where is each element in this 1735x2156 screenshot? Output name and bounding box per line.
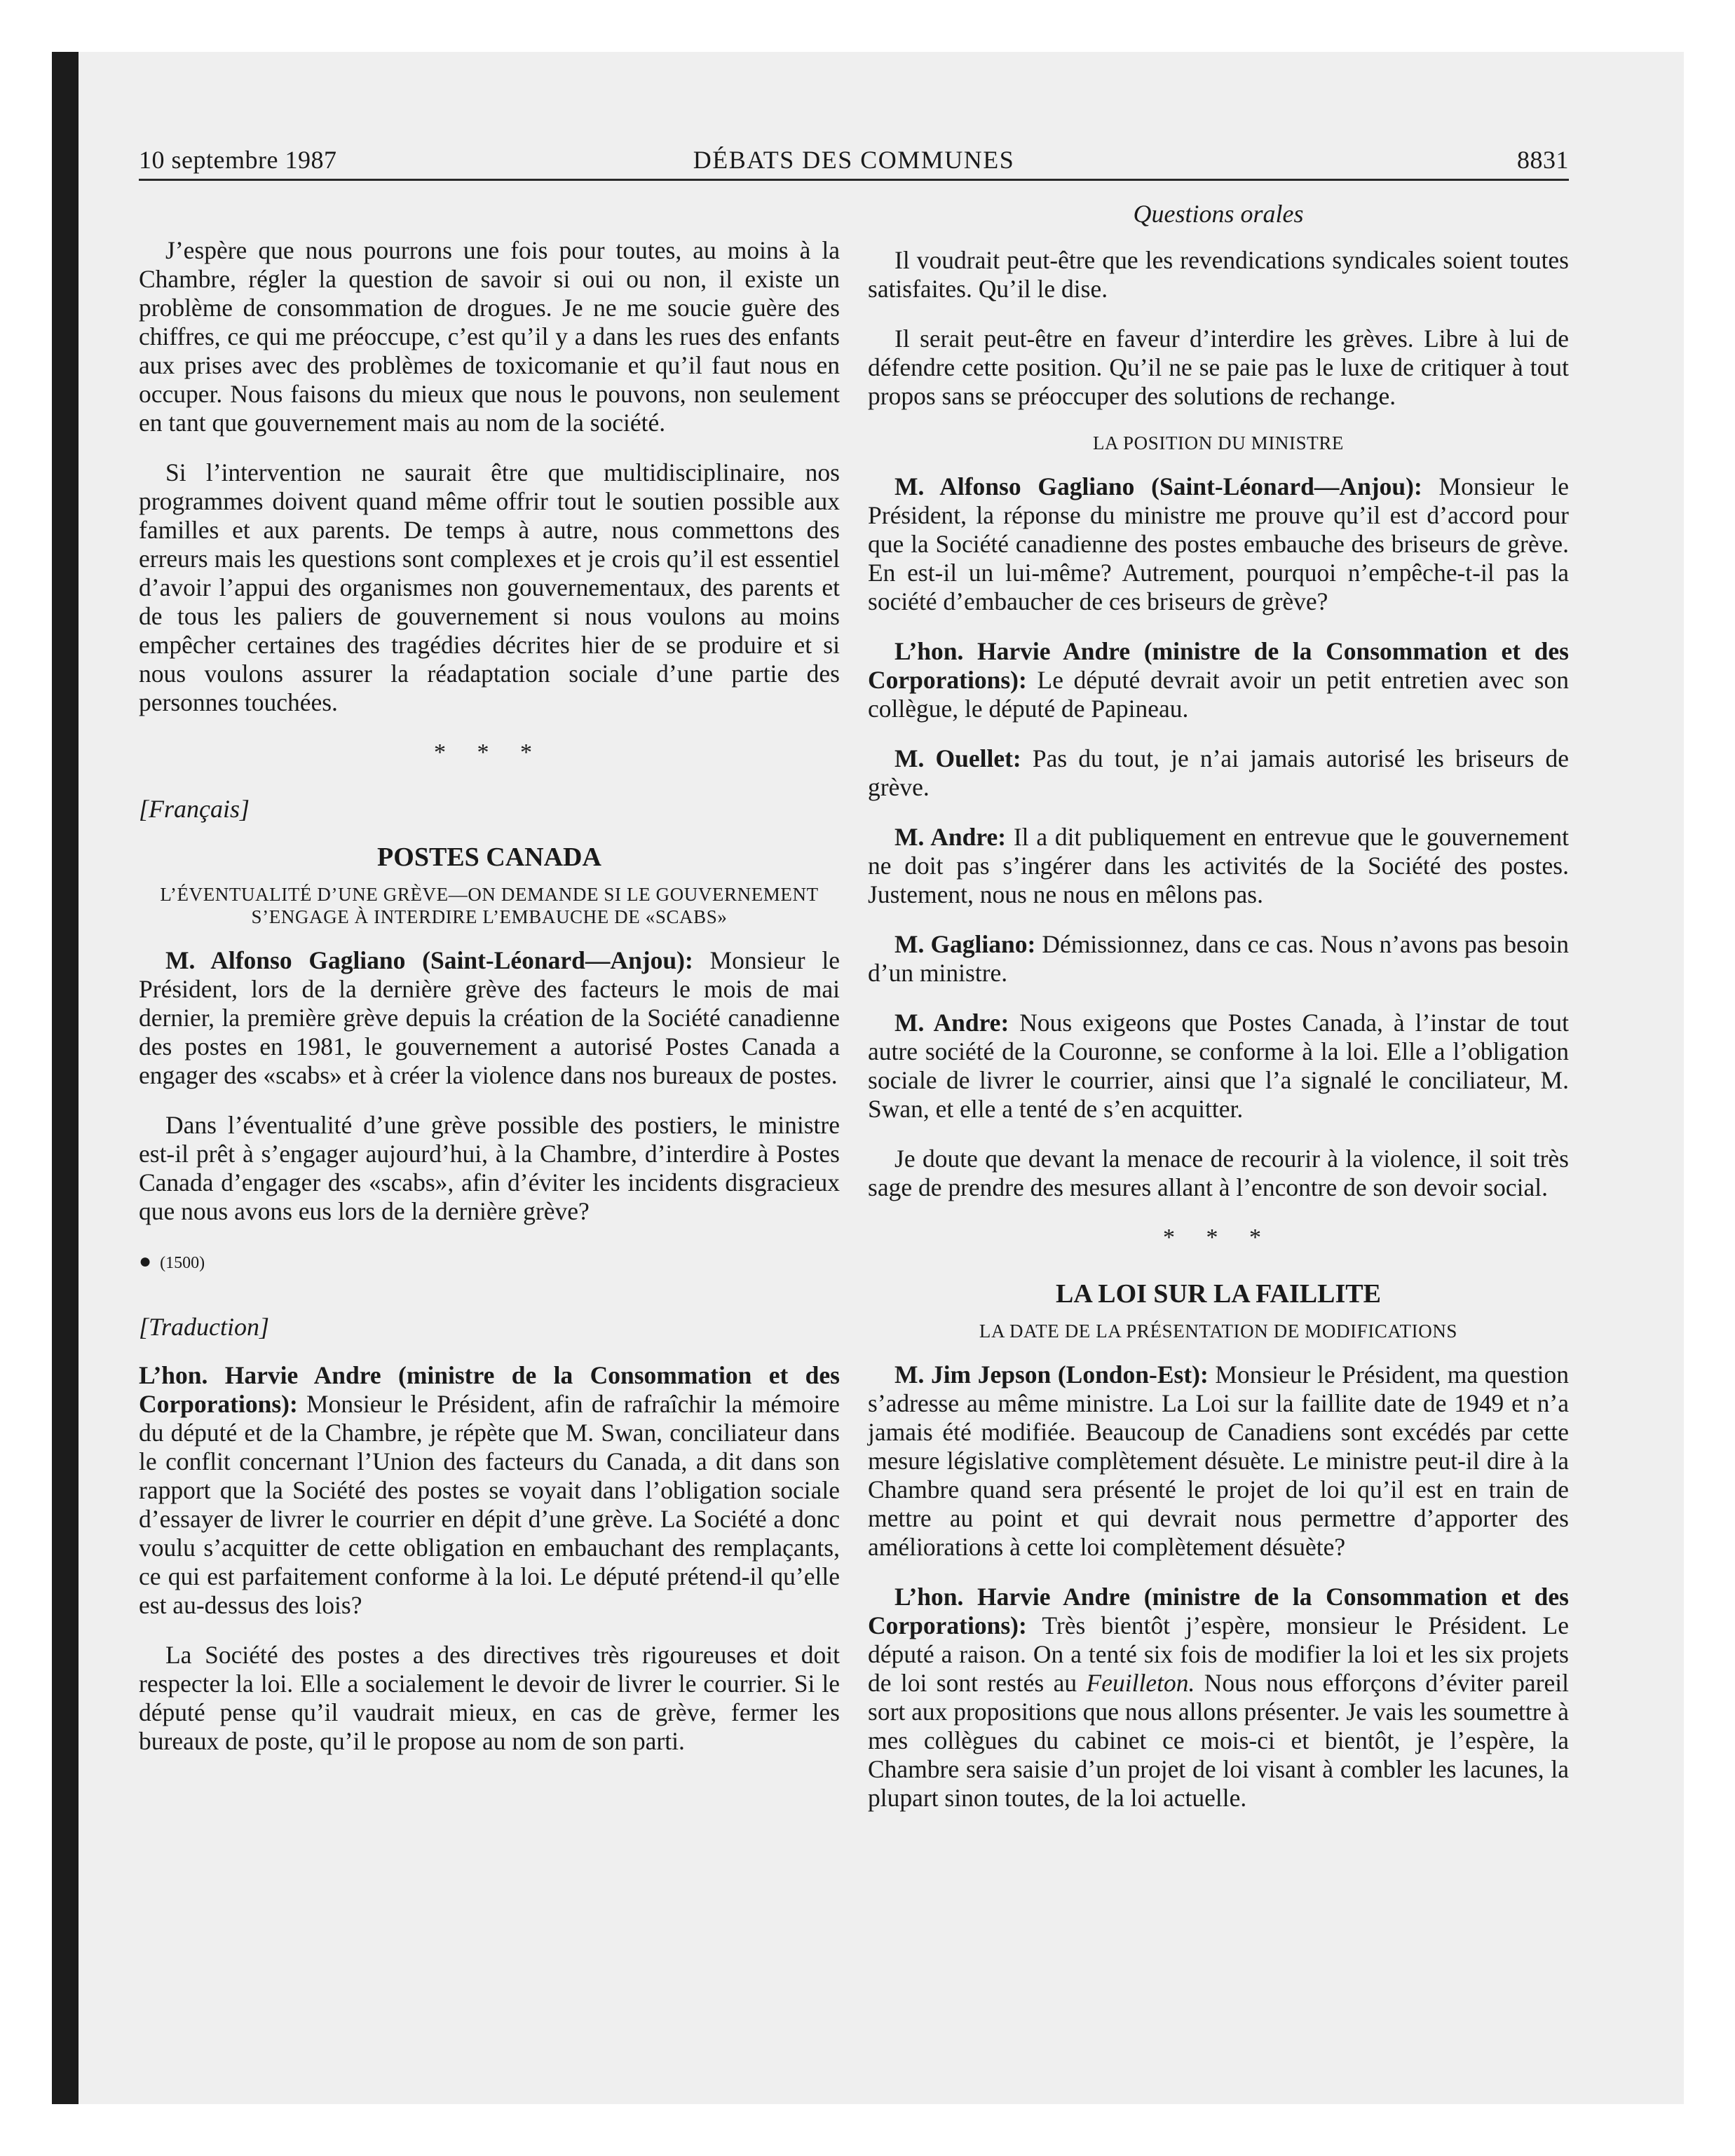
page-header — [139, 142, 1569, 181]
speech-paragraph — [868, 1583, 1569, 1813]
section-separator: * * * — [434, 739, 545, 765]
speech-paragraph — [868, 472, 1569, 616]
speaker-name: M. Andre: — [894, 823, 1007, 851]
paragraph: Il voudrait peut-être que les revendications syndicales soient toutes satisfaites. Qu’il le dise. — [868, 246, 1569, 303]
section-heading: POSTES CANADA — [377, 842, 601, 872]
speech-paragraph — [868, 1009, 1569, 1124]
paragraph: Je doute que devant la menace de recourir à la violence, il soit très sage de prendre des mesures allant à l’encontre de son devoir social. — [868, 1145, 1569, 1201]
speech-text: Monsieur le Président, la réponse du ministre me prouve qu’il est d’accord pour que la Société canadienne des postes embauche des briseurs de grève. En est-il un lui-même? Autrement, pourquoi n’empêche-t-il pas la société d’embaucher de ces briseurs de grève? — [868, 472, 1569, 615]
speech-paragraph — [868, 823, 1569, 909]
speech-paragraph — [139, 1361, 840, 1620]
speaker-name: M. Andre: — [894, 1009, 1009, 1037]
speech-text: Démissionnez, dans ce cas. Nous n’avons pas besoin d’un ministre. — [868, 930, 1569, 987]
speaker-name: M. Alfonso Gagliano (Saint-Léonard—Anjou): — [165, 946, 693, 974]
running-head: Questions orales — [1133, 200, 1304, 228]
speech-paragraph — [868, 744, 1569, 802]
paragraph: Il serait peut-être en faveur d’interdire les grèves. Libre à lui de défendre cette position. Qu’il ne se paie pas le luxe de critiquer à tout propos sans se préoccuper des solutions de rechange. — [868, 325, 1569, 410]
paragraph: Dans l’éventualité d’une grève possible des postiers, le ministre est-il prêt à s’engager aujourd’hui, à la Chambre, d’interdire à Postes Canada d’engager des «scabs», afin d’éviter les incidents disgracieux que nous avons eus lors de la dernière grève? — [139, 1111, 840, 1225]
speaker-name: M. Alfonso Gagliano (Saint-Léonard—Anjou): — [894, 472, 1422, 500]
time-marker-text: (1500) — [160, 1254, 205, 1272]
language-tag: [Traduction] — [139, 1313, 270, 1341]
italic-title: Feuilleton. — [1086, 1669, 1195, 1697]
speech-paragraph — [868, 637, 1569, 723]
language-tag: [Français] — [139, 795, 250, 823]
header-date: 10 septembre 1987 — [139, 146, 337, 174]
speaker-name: L’hon. Harvie Andre (ministre de la Consommation et des Corporations): — [139, 1361, 840, 1418]
speech-paragraph — [868, 930, 1569, 988]
bullet-icon: ● — [139, 1250, 152, 1273]
speech-paragraph — [868, 1360, 1569, 1562]
speech-text: Monsieur le Président, ma question s’adresse au même ministre. La Loi sur la faillite date de 1949 et n’a jamais été modifiée. Beaucoup de Canadiens sont excédés par cette mesure législative complètement désuète. Le ministre peut-il dire à la Chambre quand sera présenté le projet de loi qu’il est en train de mettre au point et qui devrait nous permettre d’apporter des améliorations à cette loi complètement désuète? — [868, 1360, 1569, 1561]
time-marker — [139, 1247, 840, 1278]
speaker-name: M. Ouellet: — [894, 744, 1021, 772]
speech-text: Monsieur le Président, lors de la dernière grève des facteurs le mois de mai dernier, la première grève depuis la création de la Société canadienne des postes en 1981, le gouvernement a autorisé Postes Canada a engager des «scabs» et à créer la violence dans nos bureaux de postes. — [139, 946, 840, 1089]
section-separator: * * * — [1163, 1224, 1274, 1250]
left-column — [139, 200, 840, 1777]
header-page-number: 8831 — [1517, 146, 1569, 174]
paragraph: La Société des postes a des directives très rigoureuses et doit respecter la loi. Elle a socialement le devoir de livrer le courrier. Si le député pense qu’il vaudrait mieux, en cas de grève, fermer les bureaux de poste, qu’il le propose au nom de son parti. — [139, 1641, 840, 1755]
speaker-name: M. Gagliano: — [894, 930, 1036, 958]
speech-text: Il a dit publiquement en entrevue que le gouvernement ne doit pas s’ingérer dans les activités de la Société des postes. Justement, nous ne nous en mêlons pas. — [868, 823, 1569, 908]
speaker-name: L’hon. Harvie Andre (ministre de la Consommation et des Corporations): — [868, 637, 1569, 694]
scan-binding-edge — [52, 52, 79, 2104]
paragraph: J’espère que nous pourrons une fois pour toutes, au moins à la Chambre, régler la question de savoir si oui ou non, il existe un problème de consommation de drogues. Je ne me soucie guère des chiffres, ce qui me préoccupe, c’est qu’il y a dans les rues des enfants aux prises avec des problèmes de toxicomanie et qu’il faut nous en occuper. Nous faisons du mieux que nous le pouvons, non seulement en tant que gouvernement mais au nom de la société. — [139, 236, 840, 437]
section-subheading: LA POSITION DU MINISTRE — [1092, 432, 1345, 453]
speech-text: Le député devrait avoir un petit entretien avec son collègue, le député de Papineau. — [868, 666, 1569, 723]
speech-text: Monsieur le Président, afin de rafraîchir la mémoire du député et de la Chambre, je répète que M. Swan, conciliateur dans le conflit concernant l’Union des facteurs du Canada, a dit dans son rapport que la Société des postes se voyait dans l’obligation sociale d’essayer de livrer le courrier en dépit d’une grève. La Société a donc voulu s’acquitter de cette obligation en embauchant des remplaçants, ce qui est parfaitement conforme à la loi. Le député prétend-il qu’elle est au-dessus des lois? — [139, 1390, 840, 1619]
speaker-name: M. Jim Jepson (London-Est): — [894, 1360, 1209, 1389]
speech-text: Très bientôt j’espère, monsieur le Président. Le député a raison. On a tenté six fois de modifier la loi et les six projets de loi sont restés au — [868, 1611, 1569, 1697]
speech-text: Nous nous efforçons d’éviter pareil sort aux propositions que nous allons présenter. Je vais les soumettre à mes collègues du cabinet ce mois-ci et bientôt, je l’espère, la Chambre sera saisie d’un projet de loi visant à combler les lacunes, la plupart sinon toutes, de la loi actuelle. — [868, 1669, 1569, 1812]
section-heading: LA LOI SUR LA FAILLITE — [1056, 1279, 1381, 1309]
speech-paragraph — [139, 946, 840, 1090]
right-column — [868, 200, 1569, 1834]
paragraph: Si l’intervention ne saurait être que multidisciplinaire, nos programmes doivent quand même offrir tout le soutien possible aux familles et aux parents. De temps à autre, nous commettons des erreurs mais les questions sont complexes et je crois qu’il est essentiel d’avoir l’appui des organismes non gouvernementaux, des parents et de tous les paliers de gouvernement si nous voulons au moins empêcher certaines des tragédies décrites hier de se produire et si nous voulons assurer la réadaptation sociale d’une partie des personnes touchées. — [139, 458, 840, 716]
section-subheading: L’ÉVENTUALITÉ D’UNE GRÈVE—ON DEMANDE SI LE GOUVERNEMENT S’ENGAGE À INTERDIRE L’EMBAUCHE DE «SCABS» — [160, 884, 819, 927]
speech-text: Pas du tout, je n’ai jamais autorisé les briseurs de grève. — [868, 744, 1570, 801]
speech-text: Nous exigeons que Postes Canada, à l’instar de tout autre société de la Couronne, se conforme à la loi. Elle a l’obligation sociale de livrer le courrier, ainsi que l’a signalé le conciliateur, M. Swan, et elle a tenté de s’en acquitter. — [868, 1009, 1569, 1123]
header-title: DÉBATS DES COMMUNES — [693, 146, 1015, 174]
speaker-name: L’hon. Harvie Andre (ministre de la Consommation et des Corporations): — [868, 1583, 1569, 1639]
section-subheading: LA DATE DE LA PRÉSENTATION DE MODIFICATIONS — [979, 1321, 1458, 1342]
